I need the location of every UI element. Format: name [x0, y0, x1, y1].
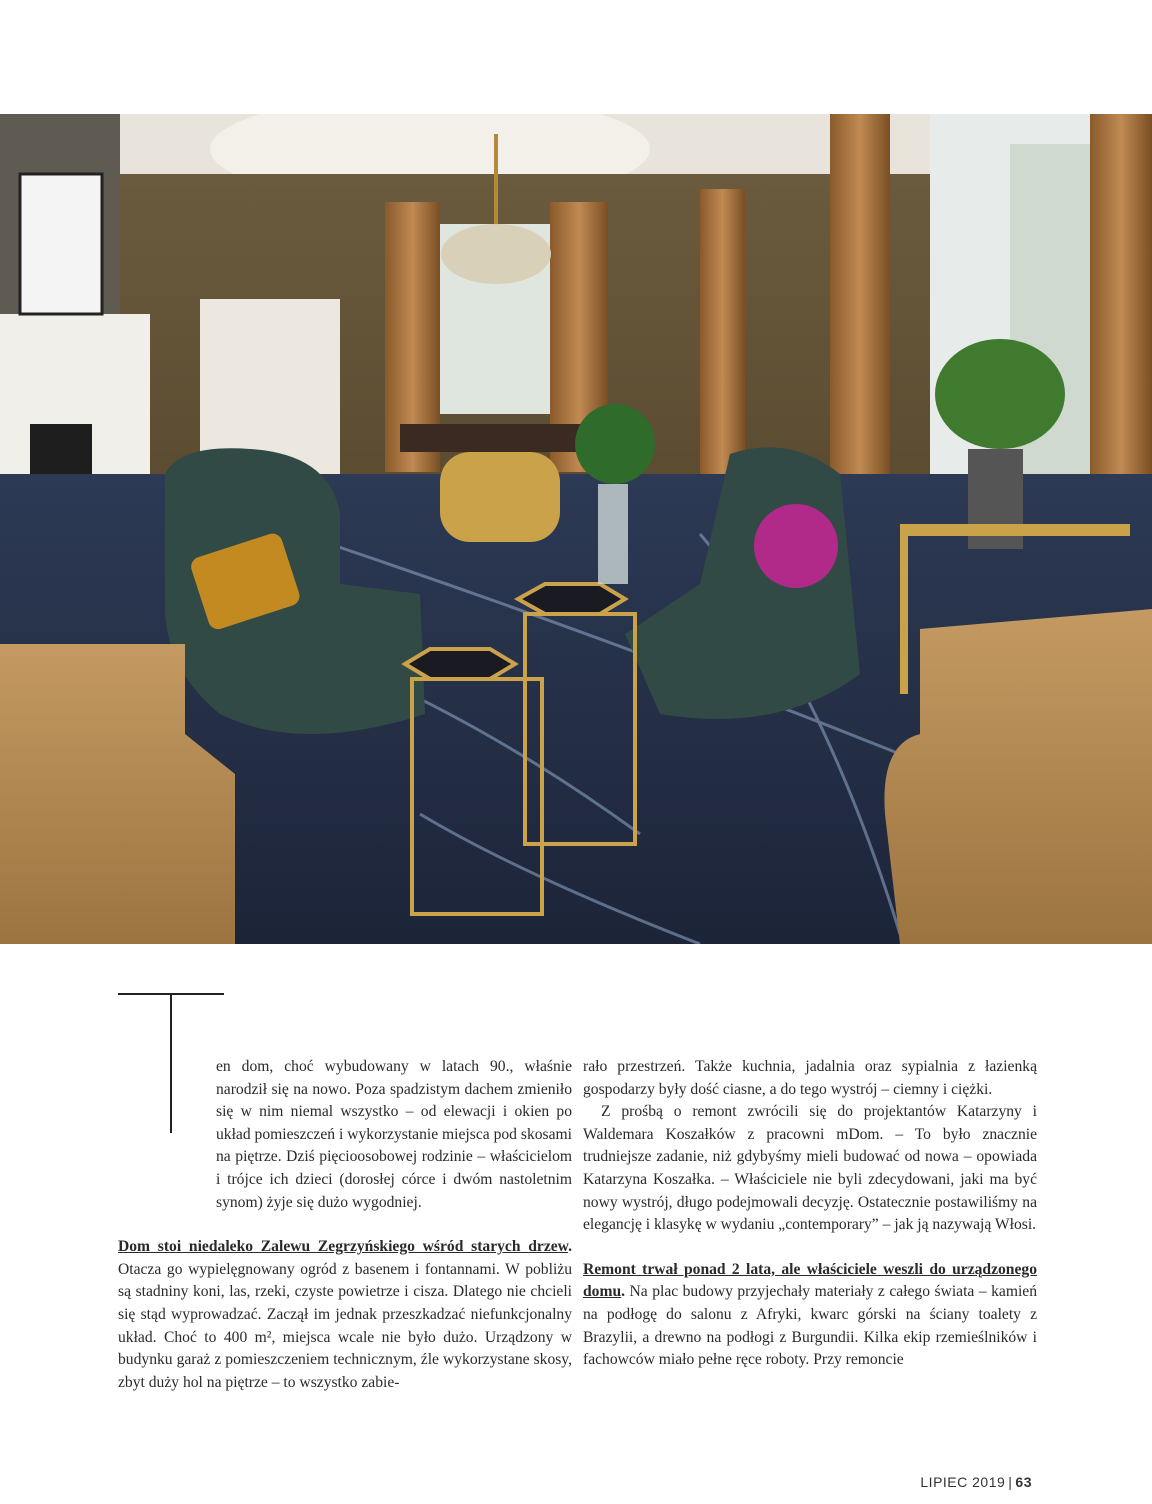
lead-phrase: Dom stoi niedaleko Zalewu Zegrzyńskiego wśród starych drzew.	[118, 1238, 572, 1256]
paragraph-designers: Z prośbą o remont zwrócili się do projektantów Katarzyny i Waldemara Koszałków z pracowni mDom. – To było znacznie trudniejsze zadanie, niż gdybyśmy mieli budować od nowa – opowiada Katarzyna Koszałka. – Właściciele nie byli zdecydowani, jaki ma być nowy wystrój, długo podejmowali decyzję. Ostatecznie postawiliśmy na elegancję i klasykę w wydaniu „contemporary” – jak ją nazywają Włosi.	[583, 1103, 1037, 1234]
issue-date: LIPIEC 2019	[920, 1474, 1006, 1490]
interior-photo-icon	[0, 114, 1152, 944]
page-footer	[920, 1474, 1032, 1490]
interior-photo	[0, 114, 1152, 944]
paragraph-renovation: Remont trwał ponad 2 lata, ale właściciele weszli do urządzonego domu. Na plac budowy przyjechały materiały z całego świata – kamień na podłogę do salonu z Afryki, kwarc górski na ściany toalety z Brazylii, a drewno na podłogi z Burgundii. Kilka ekip rzemieślników i fachowców miało pełne ręce roboty. Przy remoncie	[583, 1260, 1037, 1369]
paragraph-location: Dom stoi niedaleko Zalewu Zegrzyńskiego wśród starych drzew. Otacza go wypielęgnowany ogród z basenem i fontannami. W pobliżu są stadniny koni, las, rzeki, czyste powietrze i cisza. Dlatego nie chcieli się stąd wyprowadzać. Zaczął im jednak przeszkadzać niefunkcjonalny układ. Choć to 400 m², miejsca wcale nie było dużo. Urządzony w budynku garaż z pomieszczeniem technicznym, źle wykorzystane skosy, zbyt duży hol na piętrze – to wszystko zabie-	[118, 1238, 572, 1391]
lead-phrase: Remont trwał ponad 2 lata, ale właściciele weszli do urządzonego domu.	[583, 1260, 1037, 1301]
page-number: 63	[1015, 1474, 1032, 1490]
paragraph-continuation: rało przestrzeń. Także kuchnia, jadalnia oraz sypialnia z łazienką gospodarzy były dość ciasne, a do tego wystrój – ciemny i ciężki.	[583, 1058, 1037, 1098]
footer-separator: |	[1008, 1474, 1013, 1490]
paragraph-intro: en dom, choć wybudowany w latach 90., właśnie narodził się na nowo. Poza spadzistym dachem zmieniło się w nim niemal wszystko – od elewacji i okien po układ pomieszczeń i wykorzystanie miejsca pod skosami na piętrze. Dziś pięcioosobowej rodzinie – właścicielom i trójce ich dzieci (dorosłej córce i dwóm nastoletnim synom) żyje się dużo wygodniej.	[216, 1058, 572, 1211]
article-column-2	[583, 1056, 1037, 1372]
article-column-1	[118, 1056, 572, 1394]
